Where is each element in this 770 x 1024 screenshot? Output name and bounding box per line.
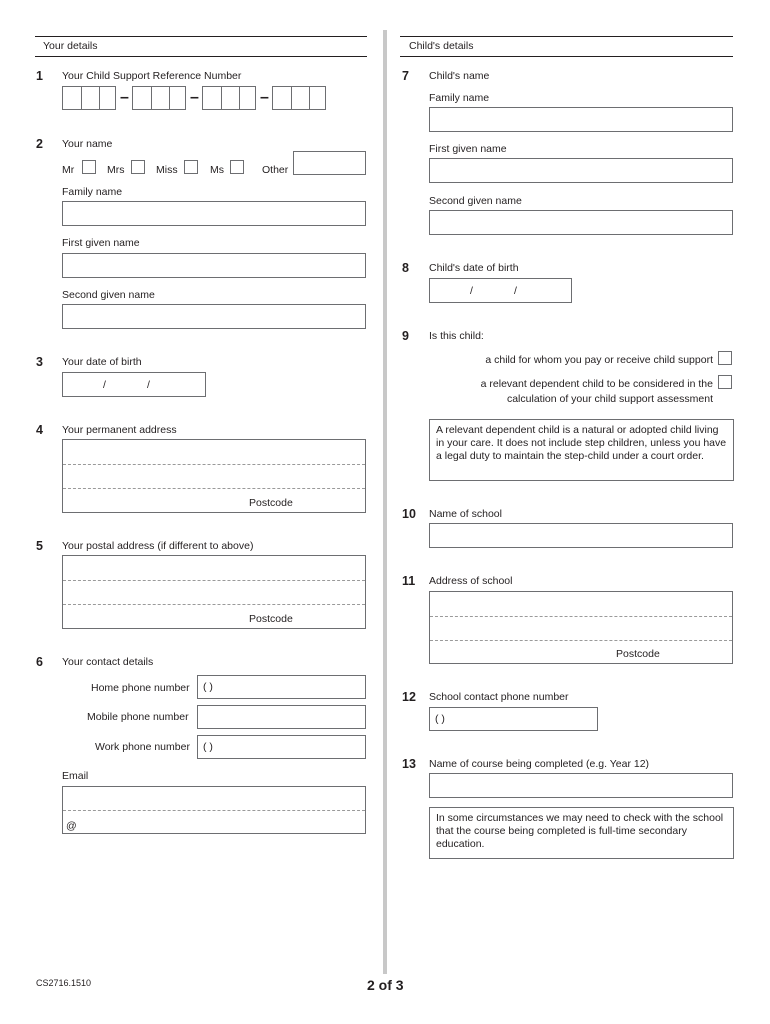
your-second-name-field[interactable]	[62, 304, 366, 329]
q2-label: Your name	[62, 138, 113, 150]
q9-option2-label-line2: calculation of your child support assessment	[506, 393, 713, 405]
title-mr-label: Mr	[62, 164, 75, 176]
school-address-field[interactable]	[429, 591, 733, 664]
email-label: Email	[62, 770, 89, 782]
work-phone-label: Work phone number	[95, 741, 190, 753]
q8-number: 8	[402, 261, 409, 275]
q9-label: Is this child:	[429, 330, 484, 342]
q12-number: 12	[402, 690, 416, 704]
q4-label: Your permanent address	[62, 424, 177, 436]
crn-separator: –	[120, 89, 129, 106]
q3-number: 3	[36, 355, 43, 369]
child-second-name-field[interactable]	[429, 210, 733, 235]
title-mrs-checkbox[interactable]	[131, 160, 145, 174]
form-code: CS2716.1510	[36, 978, 92, 988]
left-header-bottom-rule	[35, 56, 367, 57]
page-number: 2 of 3	[367, 977, 404, 993]
left-section-header: Your details	[43, 40, 98, 52]
email-field[interactable]	[62, 786, 366, 834]
permanent-address-field[interactable]	[62, 439, 366, 513]
q10-number: 10	[402, 507, 416, 521]
your-family-name-label: Family name	[62, 186, 123, 198]
home-phone-label: Home phone number	[91, 682, 190, 694]
permanent-postcode-label: Postcode	[249, 497, 293, 509]
your-first-name-label: First given name	[62, 237, 140, 249]
q11-label: Address of school	[429, 575, 513, 587]
school-phone-paren: ( )	[435, 713, 445, 725]
q13-label: Name of course being completed (e.g. Year 12)	[429, 758, 650, 770]
work-phone-paren: ( )	[203, 741, 213, 753]
email-at-sign: @	[66, 820, 77, 832]
title-mrs-label: Mrs	[107, 164, 125, 176]
crn-group-3[interactable]	[202, 86, 256, 110]
title-miss-checkbox[interactable]	[184, 160, 198, 174]
school-phone-field[interactable]	[429, 707, 598, 731]
q9-number: 9	[402, 329, 409, 343]
school-name-field[interactable]	[429, 523, 733, 548]
q12-label: School contact phone number	[429, 691, 569, 703]
your-second-name-label: Second given name	[62, 289, 155, 301]
crn-separator: –	[190, 89, 199, 106]
q11-number: 11	[402, 574, 416, 588]
q9-option1-label: a child for whom you pay or receive child support	[485, 354, 713, 366]
q13-number: 13	[402, 757, 416, 771]
q9-option2-checkbox[interactable]	[718, 375, 732, 389]
postal-address-field[interactable]	[62, 555, 366, 629]
crn-group-2[interactable]	[132, 86, 186, 110]
q6-label: Your contact details	[62, 656, 154, 668]
course-check-info: In some circumstances we may need to check with the school that the course being completed is full-time secondary education.	[429, 807, 734, 859]
q9-option1-checkbox[interactable]	[718, 351, 732, 365]
right-header-top-rule	[400, 36, 733, 37]
q5-number: 5	[36, 539, 43, 553]
q2-number: 2	[36, 137, 43, 151]
crn-group-1[interactable]	[62, 86, 116, 110]
dob-separator: /	[103, 379, 106, 391]
q5-label: Your postal address (if different to above)	[62, 540, 254, 552]
q1-number: 1	[36, 69, 43, 83]
child-family-name-field[interactable]	[429, 107, 733, 132]
right-section-header: Child's details	[409, 40, 474, 52]
child-dob-field[interactable]	[429, 278, 572, 303]
school-postcode-label: Postcode	[616, 648, 660, 660]
postal-postcode-label: Postcode	[249, 613, 293, 625]
q1-label: Your Child Support Reference Number	[62, 70, 242, 82]
column-divider	[383, 30, 387, 974]
title-mr-checkbox[interactable]	[82, 160, 96, 174]
q9-option2-label-line1: a relevant dependent child to be considered in the	[480, 378, 713, 390]
q6-number: 6	[36, 655, 43, 669]
q4-number: 4	[36, 423, 43, 437]
child-second-name-label: Second given name	[429, 195, 522, 207]
title-miss-label: Miss	[156, 164, 178, 176]
title-ms-label: Ms	[210, 164, 224, 176]
dob-separator: /	[147, 379, 150, 391]
work-phone-field[interactable]	[197, 735, 366, 759]
your-dob-field[interactable]	[62, 372, 206, 397]
q10-label: Name of school	[429, 508, 502, 520]
right-header-bottom-rule	[400, 56, 733, 57]
q7-number: 7	[402, 69, 409, 83]
child-first-name-field[interactable]	[429, 158, 733, 183]
crn-group-4[interactable]	[272, 86, 326, 110]
dob-separator: /	[514, 285, 517, 297]
q8-label: Child's date of birth	[429, 262, 519, 274]
mobile-phone-field[interactable]	[197, 705, 366, 729]
dob-separator: /	[470, 285, 473, 297]
title-ms-checkbox[interactable]	[230, 160, 244, 174]
q3-label: Your date of birth	[62, 356, 142, 368]
home-phone-paren: ( )	[203, 681, 213, 693]
relevant-dependent-info: A relevant dependent child is a natural or adopted child living in your care. It does not include step children, unless you have a legal duty to maintain the step-child under a court order.	[429, 419, 734, 481]
crn-separator: –	[260, 89, 269, 106]
mobile-phone-label: Mobile phone number	[87, 711, 189, 723]
your-family-name-field[interactable]	[62, 201, 366, 226]
child-family-name-label: Family name	[429, 92, 490, 104]
left-header-top-rule	[35, 36, 367, 37]
course-name-field[interactable]	[429, 773, 733, 798]
your-first-name-field[interactable]	[62, 253, 366, 278]
title-other-label: Other	[262, 164, 289, 176]
q7-label: Child's name	[429, 70, 490, 82]
child-first-name-label: First given name	[429, 143, 507, 155]
home-phone-field[interactable]	[197, 675, 366, 699]
title-other-field[interactable]	[293, 151, 366, 175]
